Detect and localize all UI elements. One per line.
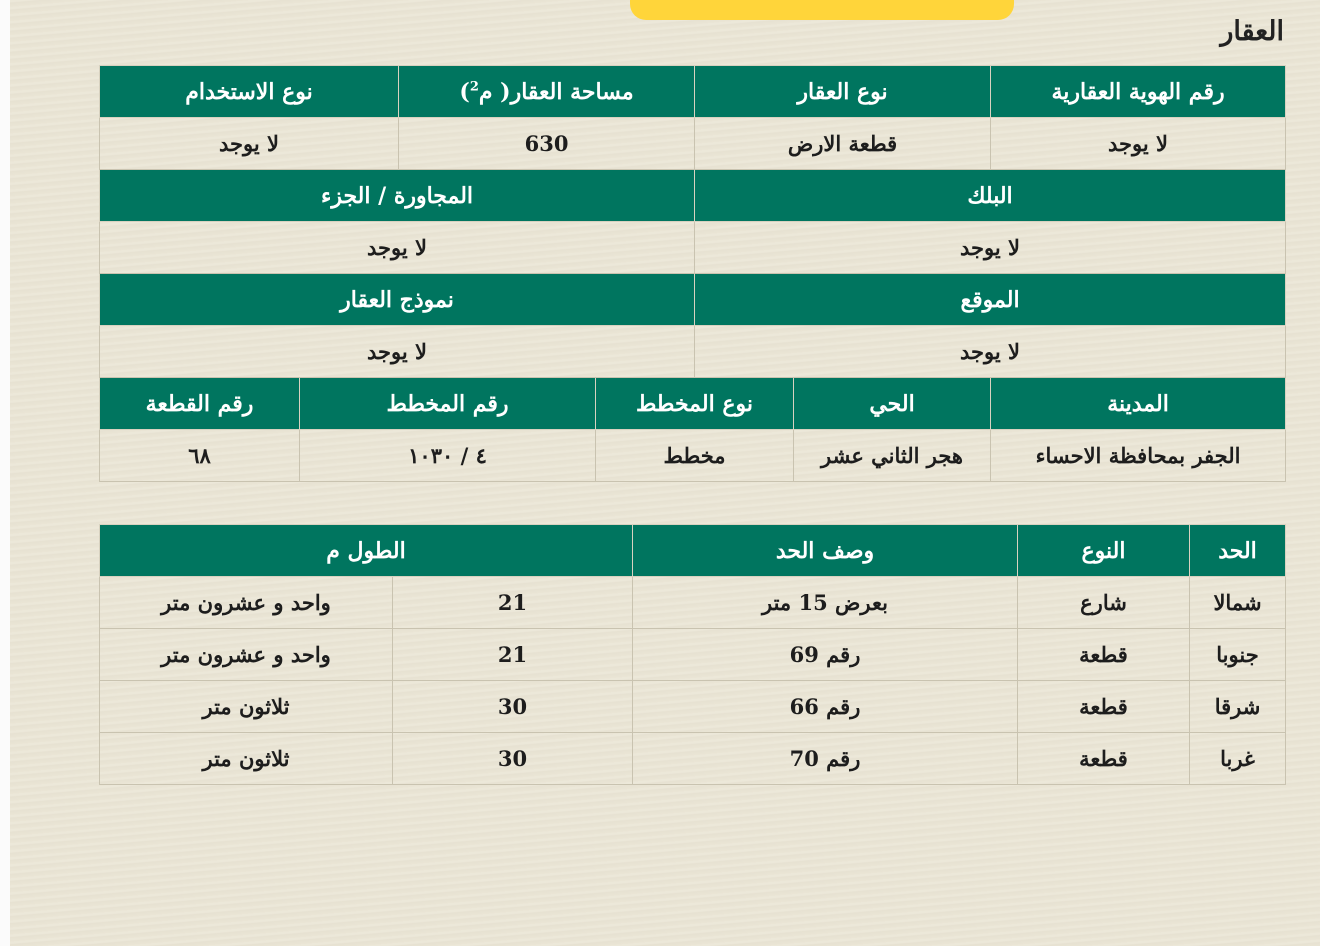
- boundary-length-words: ثلاثون متر: [100, 681, 393, 733]
- value-block: لا يوجد: [695, 222, 1286, 274]
- boundary-row: [100, 733, 1286, 785]
- property-value-row-1: [100, 118, 1286, 170]
- header-district: الحي: [794, 378, 991, 430]
- header-property-model: نموذج العقار: [100, 274, 695, 326]
- boundary-side: شمالا: [1190, 577, 1286, 629]
- value-location: لا يوجد: [695, 326, 1286, 378]
- boundary-length: 21: [393, 629, 633, 681]
- boundary-description: رقم 69: [633, 629, 1018, 681]
- value-property-id: لا يوجد: [991, 118, 1286, 170]
- value-plot-number: ٦٨: [100, 430, 300, 482]
- header-type: النوع: [1018, 525, 1190, 577]
- header-neighborhood-part: المجاورة / الجزء: [100, 170, 695, 222]
- boundary-type: شارع: [1018, 577, 1190, 629]
- value-neighborhood-part: لا يوجد: [100, 222, 695, 274]
- header-city: المدينة: [991, 378, 1286, 430]
- property-header-row-2: [100, 170, 1286, 222]
- boundary-type: قطعة: [1018, 733, 1190, 785]
- header-property-area: مساحة العقار( م$^2$): [399, 66, 695, 118]
- boundary-row: [100, 577, 1286, 629]
- value-plan-number: ٤ / ١٠٣٠: [300, 430, 596, 482]
- property-table: [99, 65, 1286, 482]
- header-plot-number: رقم القطعة: [100, 378, 300, 430]
- property-value-row-4: [100, 430, 1286, 482]
- boundaries-table: [99, 524, 1286, 785]
- boundary-row: [100, 681, 1286, 733]
- boundary-length: 30: [393, 681, 633, 733]
- header-usage-type: نوع الاستخدام: [100, 66, 399, 118]
- header-block: البلك: [695, 170, 1286, 222]
- value-property-area: 630: [399, 118, 695, 170]
- property-header-row-4: [100, 378, 1286, 430]
- boundary-length-words: ثلاثون متر: [100, 733, 393, 785]
- boundary-length: 30: [393, 733, 633, 785]
- boundary-length: 21: [393, 577, 633, 629]
- value-property-model: لا يوجد: [100, 326, 695, 378]
- header-plan-type: نوع المخطط: [596, 378, 794, 430]
- property-header-row-3: [100, 274, 1286, 326]
- boundary-row: [100, 629, 1286, 681]
- boundary-description: رقم 70: [633, 733, 1018, 785]
- header-property-id: رقم الهوية العقارية: [991, 66, 1286, 118]
- boundary-side: جنوبا: [1190, 629, 1286, 681]
- value-district: هجر الثاني عشر: [794, 430, 991, 482]
- value-property-type: قطعة الارض: [695, 118, 991, 170]
- boundary-side: غربا: [1190, 733, 1286, 785]
- property-header-row-1: [100, 66, 1286, 118]
- value-city: الجفر بمحافظة الاحساء: [991, 430, 1286, 482]
- section-title: العقار: [1220, 16, 1284, 47]
- boundary-side: شرقا: [1190, 681, 1286, 733]
- boundary-type: قطعة: [1018, 681, 1190, 733]
- boundaries-header-row: [100, 525, 1286, 577]
- boundary-length-words: واحد و عشرون متر: [100, 629, 393, 681]
- header-boundary: الحد: [1190, 525, 1286, 577]
- property-value-row-2: [100, 222, 1286, 274]
- header-property-type: نوع العقار: [695, 66, 991, 118]
- value-usage-type: لا يوجد: [100, 118, 399, 170]
- boundary-description: رقم 66: [633, 681, 1018, 733]
- header-plan-number: رقم المخطط: [300, 378, 596, 430]
- header-length: الطول م: [100, 525, 633, 577]
- header-location: الموقع: [695, 274, 1286, 326]
- boundary-description: بعرض 15 متر: [633, 577, 1018, 629]
- header-boundary-description: وصف الحد: [633, 525, 1018, 577]
- left-margin-strip: [0, 0, 10, 946]
- yellow-highlight-mark: [630, 0, 1014, 20]
- boundary-length-words: واحد و عشرون متر: [100, 577, 393, 629]
- property-value-row-3: [100, 326, 1286, 378]
- boundary-type: قطعة: [1018, 629, 1190, 681]
- value-plan-type: مخطط: [596, 430, 794, 482]
